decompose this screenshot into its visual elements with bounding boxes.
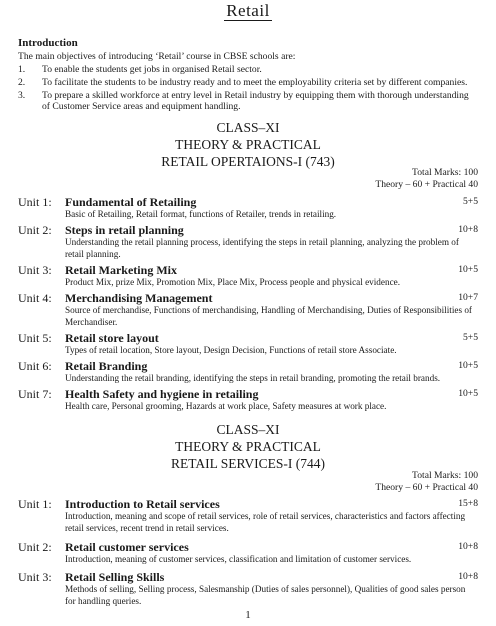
intro-text: The main objectives of introducing ‘Retail’ course in CBSE schools are: [18,51,296,62]
class-label: CLASS–XI [216,422,280,437]
course1-marks: Total Marks: 100 Theory – 60 + Practical 40 [375,167,478,190]
document-page: Retail Introduction The main objectives of introducing ‘Retail’ course in CBSE schools are: 1. To enable the students get jobs in organised Retail sector. 2. To facilitate the students to be industry ready and to meet the employability criteria set by different companies. 3. To prepare a skilled workforce at entry level in Retail industry by equipping them with thorough understanding of Customer Service areas and equipment handling. CLASS–XI THEORY & PRACTICAL RETAIL OPERTAIONS-I (743) Total Marks: 100 Theory – 60 + Practical 40 Unit 1: Fundamental of Retailing 5+5 Basic of Retailing, Retail format, functions of Retailer, trends in retailing. Unit 2: Steps in retail planning 10+8 Understanding the retail planning process, identifying the steps in retail planning, analyzing the problem of retail planning. Unit 3: Retail Marketing Mix 10+5 Product Mix, prize Mix, Promotion Mix, Place Mix, Process people and physical evidence. Unit 4: Merchandising Management 10+7 Source of merchandise, Functions of merchandising, Handling of Merchandising, Duties of Responsibilities of Merchandiser. Unit 5: Retail store layout 5+5 Types of retail location, Store layout, Design Decision, Functions of retail store Associate. Unit 6: Retail Branding 10+5 Understanding the retail branding, identifying the steps in retail branding, promoting the retail brands. Unit 7: Health Safety and hygiene in retailing 10+5 Health care, Personal grooming, Hazards at work place, Safety measures at work place. CLASS–XI THEORY & PRACTICAL RETAIL SERVICES-I (744) Total Marks: 100 Theory – 60 + Practical 40 Unit 1: Introduction to Retail services 15+8 Introduction, meaning and scope of retail services, role of retail services, characteristics and factors affecting retail services, recent trend in retail services. Unit 2: Retail customer services 10+8 Introduction, meaning of customer services, classification and limitation of customer services. Unit 3: Retail Selling Skills 10+8 Methods of selling, Selling process, Salesmanship (Duties of sales personnel), Qualities of good sales person for handling queries. 1 [18,1,478,621]
class-label: CLASS–XI [216,120,280,135]
page-title: Retail [226,1,270,20]
course1-header [18,119,478,170]
course2-marks: Total Marks: 100 Theory – 60 + Practical 40 [375,470,478,493]
course-name: RETAIL OPERTAIONS-I (743) [161,154,335,169]
course-subtitle: THEORY & PRACTICAL [175,137,321,152]
course2-header [18,421,478,472]
intro-heading: Introduction [18,37,78,49]
course-name: RETAIL SERVICES-I (744) [170,456,326,471]
page-number: 1 [245,609,251,621]
course-subtitle: THEORY & PRACTICAL [175,439,321,454]
